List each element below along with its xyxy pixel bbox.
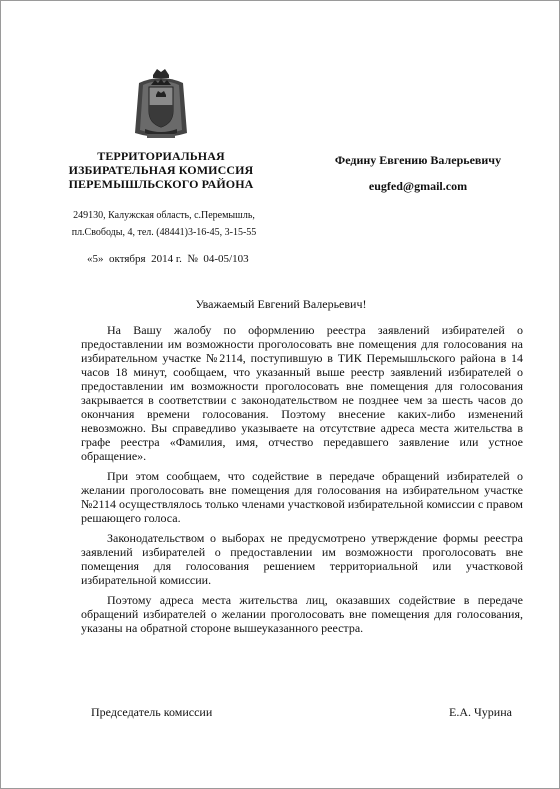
address-line: 249130, Калужская область, с.Перемышль, <box>73 210 255 221</box>
org-line: ТЕРРИТОРИАЛЬНАЯ <box>97 149 225 163</box>
body-paragraph: Поэтому адреса места жительства лиц, оказавших содействие в передаче обращений избирателей о желании проголосовать вне помещения для голосования, указаны на обратной стороне вышеуказанного реестра. <box>81 593 523 635</box>
org-line: ПЕРЕМЫШЛЬСКОГО РАЙОНА <box>68 177 254 191</box>
salutation: Уважаемый Евгений Валерьевич! <box>195 297 367 311</box>
recipient-email: eugfed@gmail.com <box>368 179 468 193</box>
body-paragraph: При этом сообщаем, что содействие в передаче обращений избирателей о желании проголосовать вне помещения для голосования на избирательном участке №2114 осуществлялось только членами участковой избирательной комиссии с правом решающего голоса. <box>81 469 523 525</box>
signature-name: Е.А. Чурина <box>449 705 512 719</box>
address-line: пл.Свободы, 4, тел. (48441)3-16-45, 3-15-55 <box>71 227 257 238</box>
org-line: ИЗБИРАТЕЛЬНАЯ КОМИССИЯ <box>68 163 254 177</box>
letter-body <box>81 323 523 641</box>
recipient-name: Федину Евгению Валерьевичу <box>334 153 502 167</box>
document-reference: «5» октября 2014 г. № 04-05/103 <box>87 253 249 265</box>
signature-title: Председатель комиссии <box>91 705 213 719</box>
coat-of-arms-icon <box>129 67 193 141</box>
organization-name <box>61 149 261 191</box>
organization-address <box>49 207 279 241</box>
body-paragraph: На Вашу жалобу по оформлению реестра заявлений избирателей о предоставлении им возможности проголосовать вне помещения для голосования на избирательном участке №2114, поступившую в ТИК Перемышльского района в 14 часов 18 минут, сообщаем, что указанный выше реестр заявлений избирателей о предоставлении им возможности проголосовать вне помещения для голосования закрывается в соответствии с законодательством не позднее чем за шесть часов до окончания времени голосования. Поэтому внесение каких-либо изменений невозможно. Вы справедливо указываете на отсутствие адреса места жительства в графе реестра «Фамилия, имя, отчество передавшего заявление или устное обращение». <box>81 323 523 463</box>
body-paragraph: Законодательством о выборах не предусмотрено утверждение формы реестра заявлений избирателей о предоставлении им возможности проголосовать вне помещения для голосования решением территориальной или участковой избирательной комиссии. <box>81 531 523 587</box>
